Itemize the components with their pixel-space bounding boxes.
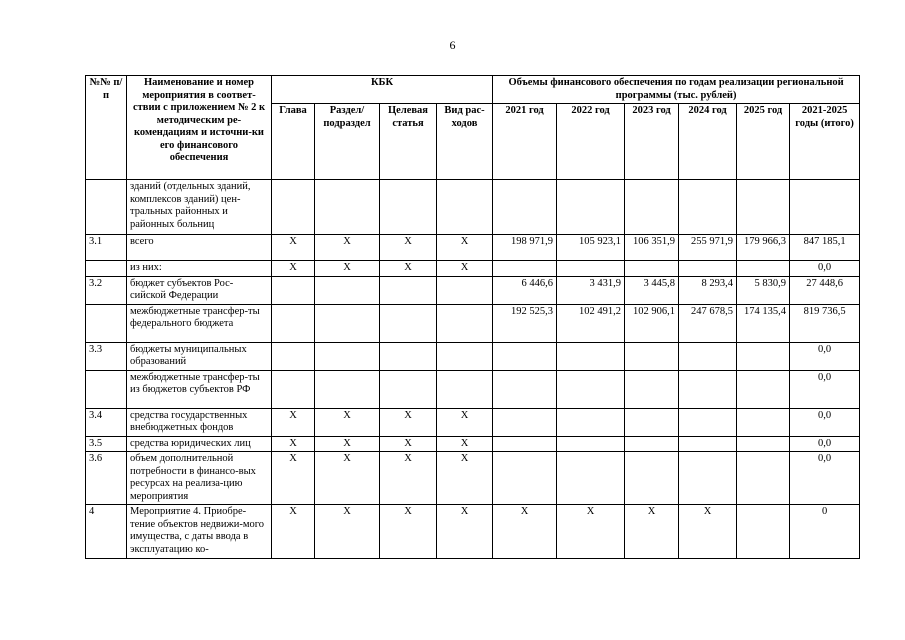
row-kbk-cell: X <box>437 505 493 559</box>
row-name: бюджеты муниципальных образований <box>127 342 272 370</box>
row-value-cell: 8 293,4 <box>679 276 737 304</box>
table-row <box>86 276 860 304</box>
row-name: бюджет субъектов Рос-сийской Федерации <box>127 276 272 304</box>
row-value-cell: 179 966,3 <box>737 235 790 261</box>
row-value-cell: 3 431,9 <box>557 276 625 304</box>
table-row <box>86 235 860 261</box>
row-kbk-cell: X <box>380 235 437 261</box>
row-value-cell: 255 971,9 <box>679 235 737 261</box>
row-kbk-cell <box>315 370 380 408</box>
row-kbk-cell: X <box>315 408 380 436</box>
row-kbk-cell <box>272 370 315 408</box>
table-body <box>86 180 860 559</box>
row-num <box>86 304 127 342</box>
row-value-cell: X <box>625 505 679 559</box>
row-value-cell <box>679 452 737 505</box>
header-year-col: 2025 год <box>737 104 790 180</box>
row-kbk-cell: X <box>272 505 315 559</box>
row-name: объем дополнительной потребности в финансо-вых ресурсах на реализа-цию мероприятия <box>127 452 272 505</box>
table-row <box>86 180 860 235</box>
row-kbk-cell: X <box>437 436 493 452</box>
row-value-cell: 0 <box>790 505 860 559</box>
row-num: 4 <box>86 505 127 559</box>
row-kbk-cell: X <box>272 261 315 277</box>
table-row <box>86 505 860 559</box>
row-kbk-cell: X <box>315 505 380 559</box>
row-value-cell <box>679 408 737 436</box>
row-value-cell: 0,0 <box>790 342 860 370</box>
header-kbk-col: Глава <box>272 104 315 180</box>
header-year-col: 2021-2025 годы (итого) <box>790 104 860 180</box>
table-row <box>86 342 860 370</box>
row-kbk-cell <box>437 180 493 235</box>
page-number: 6 <box>449 38 456 52</box>
row-value-cell: 0,0 <box>790 370 860 408</box>
row-kbk-cell <box>380 180 437 235</box>
row-value-cell <box>790 180 860 235</box>
row-value-cell <box>493 261 557 277</box>
row-value-cell: 5 830,9 <box>737 276 790 304</box>
row-value-cell: 106 351,9 <box>625 235 679 261</box>
row-kbk-cell: X <box>380 436 437 452</box>
row-name: всего <box>127 235 272 261</box>
row-value-cell <box>557 370 625 408</box>
row-value-cell: 105 923,1 <box>557 235 625 261</box>
row-num: 3.6 <box>86 452 127 505</box>
row-value-cell: X <box>557 505 625 559</box>
row-kbk-cell <box>272 276 315 304</box>
header-year-col: 2024 год <box>679 104 737 180</box>
row-value-cell <box>737 342 790 370</box>
row-value-cell <box>737 370 790 408</box>
row-num: 3.2 <box>86 276 127 304</box>
row-value-cell <box>737 261 790 277</box>
row-kbk-cell: X <box>437 408 493 436</box>
table-row <box>86 436 860 452</box>
row-name: зданий (отдельных зданий, комплексов зданий) цен-тральных районных и районных больниц <box>127 180 272 235</box>
header-volumes: Объемы финансового обеспечения по годам реализации региональной программы (тыс. рублей) <box>493 76 860 104</box>
row-value-cell: 3 445,8 <box>625 276 679 304</box>
row-value-cell: 0,0 <box>790 408 860 436</box>
row-value-cell: 27 448,6 <box>790 276 860 304</box>
row-kbk-cell: X <box>380 408 437 436</box>
table-row <box>86 452 860 505</box>
row-value-cell <box>679 342 737 370</box>
row-value-cell: 847 185,1 <box>790 235 860 261</box>
header-year-col: 2023 год <box>625 104 679 180</box>
row-value-cell <box>625 408 679 436</box>
row-num: 3.3 <box>86 342 127 370</box>
row-kbk-cell <box>437 370 493 408</box>
row-kbk-cell <box>380 370 437 408</box>
row-num: 3.4 <box>86 408 127 436</box>
header-kbk-col: Вид рас-ходов <box>437 104 493 180</box>
row-value-cell: 174 135,4 <box>737 304 790 342</box>
row-value-cell: 102 491,2 <box>557 304 625 342</box>
row-kbk-cell <box>437 304 493 342</box>
row-kbk-cell: X <box>272 408 315 436</box>
row-value-cell <box>557 180 625 235</box>
row-value-cell <box>679 261 737 277</box>
header-kbk-col: Целевая статья <box>380 104 437 180</box>
header-kbk: КБК <box>272 76 493 104</box>
header-year-col: 2022 год <box>557 104 625 180</box>
row-value-cell: 192 525,3 <box>493 304 557 342</box>
row-kbk-cell: X <box>272 436 315 452</box>
header-kbk-col: Раздел/ подраздел <box>315 104 380 180</box>
row-num <box>86 370 127 408</box>
row-value-cell <box>737 408 790 436</box>
row-value-cell <box>625 452 679 505</box>
row-value-cell: 198 971,9 <box>493 235 557 261</box>
row-kbk-cell: X <box>315 235 380 261</box>
row-value-cell <box>557 452 625 505</box>
row-kbk-cell: X <box>380 505 437 559</box>
row-name: Мероприятие 4. Приобре-тение объектов недвижи-мого имущества, с даты ввода в эксплуатацию ко- <box>127 505 272 559</box>
row-kbk-cell: X <box>437 235 493 261</box>
row-value-cell <box>493 452 557 505</box>
row-name: средства юридических лиц <box>127 436 272 452</box>
row-value-cell <box>557 261 625 277</box>
table-row <box>86 261 860 277</box>
row-kbk-cell <box>437 276 493 304</box>
row-kbk-cell <box>437 342 493 370</box>
row-value-cell: X <box>679 505 737 559</box>
row-value-cell <box>679 180 737 235</box>
row-value-cell <box>557 408 625 436</box>
row-kbk-cell <box>272 304 315 342</box>
row-num <box>86 261 127 277</box>
row-name: межбюджетные трансфер-ты федерального бюджета <box>127 304 272 342</box>
row-kbk-cell <box>315 342 380 370</box>
row-value-cell: 0,0 <box>790 261 860 277</box>
row-value-cell <box>625 180 679 235</box>
row-name: межбюджетные трансфер-ты из бюджетов субъектов РФ <box>127 370 272 408</box>
table-row <box>86 304 860 342</box>
financing-table <box>85 75 860 559</box>
row-num: 3.5 <box>86 436 127 452</box>
row-value-cell <box>493 342 557 370</box>
row-kbk-cell <box>315 276 380 304</box>
row-kbk-cell <box>315 180 380 235</box>
row-kbk-cell <box>272 180 315 235</box>
header-name: Наименование и номер мероприятия в соответ-ствии с приложением № 2 к методическим ре-комендациям и источни-ки его финансового обеспечения <box>127 76 272 180</box>
row-kbk-cell: X <box>380 452 437 505</box>
row-kbk-cell: X <box>315 452 380 505</box>
row-value-cell <box>493 436 557 452</box>
row-kbk-cell <box>380 304 437 342</box>
row-value-cell: 102 906,1 <box>625 304 679 342</box>
row-kbk-cell: X <box>272 235 315 261</box>
row-kbk-cell <box>272 342 315 370</box>
row-kbk-cell: X <box>437 452 493 505</box>
row-kbk-cell <box>315 304 380 342</box>
row-value-cell <box>625 436 679 452</box>
table-row <box>86 408 860 436</box>
row-value-cell <box>557 436 625 452</box>
row-kbk-cell <box>380 342 437 370</box>
row-value-cell <box>493 180 557 235</box>
row-kbk-cell: X <box>272 452 315 505</box>
table-row <box>86 370 860 408</box>
row-value-cell: 6 446,6 <box>493 276 557 304</box>
row-value-cell <box>737 436 790 452</box>
row-kbk-cell: X <box>315 436 380 452</box>
row-kbk-cell: X <box>315 261 380 277</box>
row-value-cell <box>737 180 790 235</box>
row-value-cell <box>493 370 557 408</box>
row-name: из них: <box>127 261 272 277</box>
row-value-cell: X <box>493 505 557 559</box>
header-year-col: 2021 год <box>493 104 557 180</box>
row-value-cell <box>493 408 557 436</box>
row-value-cell <box>737 452 790 505</box>
row-num: 3.1 <box>86 235 127 261</box>
row-value-cell: 0,0 <box>790 452 860 505</box>
header-num: №№ п/п <box>86 76 127 180</box>
row-value-cell <box>625 370 679 408</box>
row-value-cell <box>679 370 737 408</box>
row-value-cell <box>679 436 737 452</box>
row-value-cell <box>557 342 625 370</box>
row-value-cell: 819 736,5 <box>790 304 860 342</box>
row-value-cell <box>737 505 790 559</box>
row-value-cell: 0,0 <box>790 436 860 452</box>
row-value-cell: 247 678,5 <box>679 304 737 342</box>
row-num <box>86 180 127 235</box>
row-kbk-cell: X <box>380 261 437 277</box>
row-kbk-cell: X <box>437 261 493 277</box>
row-value-cell <box>625 342 679 370</box>
row-kbk-cell <box>380 276 437 304</box>
row-name: средства государственных внебюджетных фондов <box>127 408 272 436</box>
row-value-cell <box>625 261 679 277</box>
